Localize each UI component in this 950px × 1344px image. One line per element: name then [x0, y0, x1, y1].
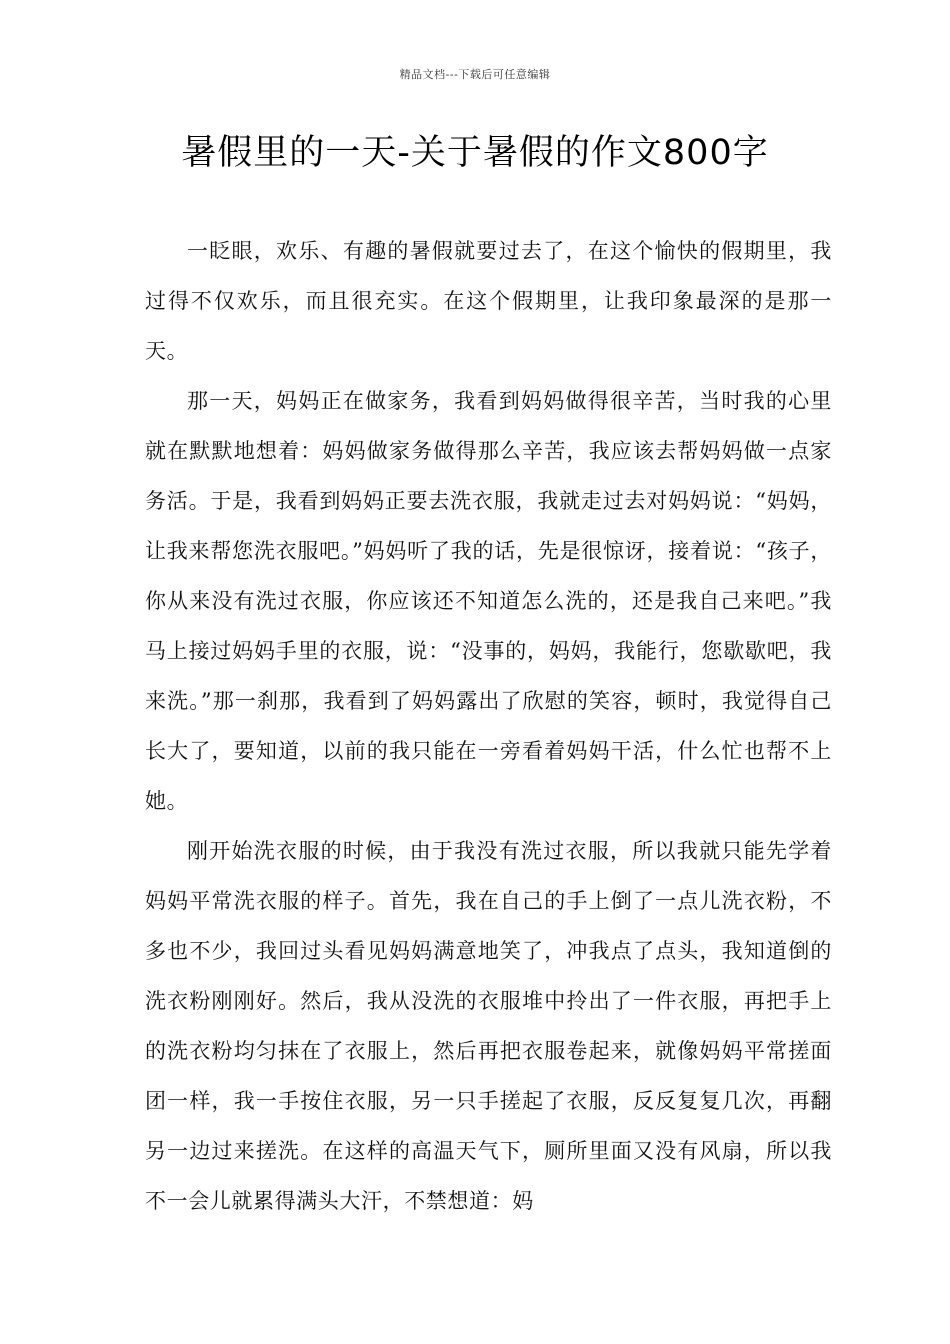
paragraph-3: 刚开始洗衣服的时候，由于我没有洗过衣服，所以我就只能先学着妈妈平常洗衣服的样子。首先，我在自己的手上倒了一点儿洗衣粉，不多也不少，我回过头看见妈妈满意地笑了，冲我点了点头，我知道倒的洗衣粉刚刚好。然后，我从没洗的衣服堆中拎出了一件衣服，再把手上的洗衣粉均匀抹在了衣服上，然后再把衣服卷起来，就像妈妈平常搓面团一样，我一手按住衣服，另一只手搓起了衣服，反反复复几次，再翻另一边过来搓洗。在这样的高温天气下，厕所里面又没有风扇，所以我不一会儿就累得满头大汗，不禁想道：妈 [145, 839, 832, 1213]
header-note: 精品文档---下载后可任意编辑 [399, 68, 551, 81]
page-title: 暑假里的一天-关于暑假的作文800字 [181, 133, 769, 173]
essay-body [145, 226, 832, 1226]
paragraph-2: 那一天，妈妈正在做家务，我看到妈妈做得很辛苦，当时我的心里就在默默地想着：妈妈做家务做得那么辛苦，我应该去帮妈妈做一点家务活。于是，我看到妈妈正要去洗衣服，我就走过去对妈妈说：“妈妈，让我来帮您洗衣服吧。”妈妈听了我的话，先是很惊讶，接着说：“孩子，你从来没有洗过衣服，你应该还不知道怎么洗的，还是我自己来吧。”我马上接过妈妈手里的衣服，说：“没事的，妈妈，我能行，您歇歇吧，我来洗。”那一刹那，我看到了妈妈露出了欣慰的笑容，顿时，我觉得自己长大了，要知道，以前的我只能在一旁看着妈妈干活，什么忙也帮不上她。 [145, 389, 832, 813]
paragraph-1: 一眨眼，欢乐、有趣的暑假就要过去了，在这个愉快的假期里，我过得不仅欢乐，而且很充实。在这个假期里，让我印象最深的是那一天。 [145, 239, 832, 363]
